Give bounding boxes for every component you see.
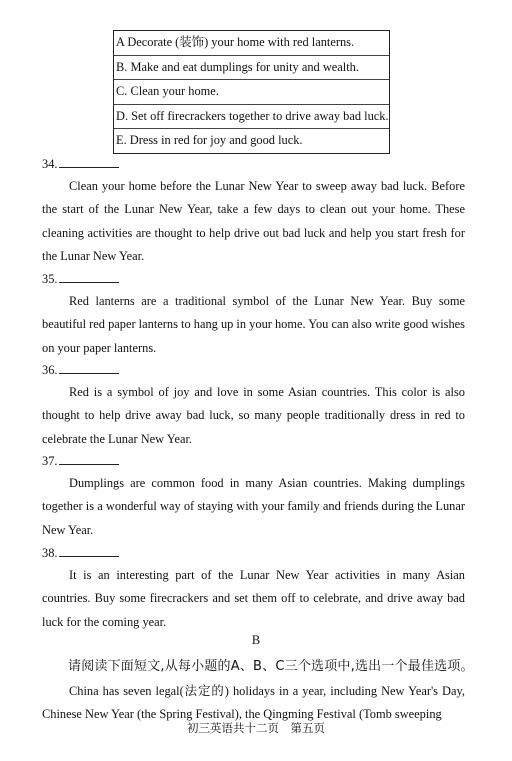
- question-34-line: [42, 156, 119, 172]
- answer-blank[interactable]: [59, 545, 119, 557]
- answer-blank[interactable]: [59, 362, 119, 374]
- reading-passage: China has seven legal(法定的) holidays in a year, including New Year's Day, Chinese New Year (the Spring Festival), the Qingming Festival (Tomb sweeping: [42, 684, 465, 722]
- option-a: A Decorate (装饰) your home with red lanterns.: [114, 31, 389, 56]
- section-letter: B: [251, 633, 261, 647]
- question-number: 37.: [42, 454, 58, 468]
- question-34-text: Clean your home before the Lunar New Year to sweep away bad luck. Before the start of the Lunar New Year, take a few days to clean out your home. These cleaning activities are thought to help drive out bad luck and help you start fresh for the Lunar New Year.: [42, 179, 465, 263]
- question-37-text: Dumplings are common food in many Asian countries. Making dumplings together is a wonderful way of staying with your family and friends during the Lunar New Year.: [42, 476, 465, 537]
- option-c: C. Clean your home.: [114, 80, 389, 105]
- question-number: 36.: [42, 363, 58, 377]
- question-number: 35.: [42, 272, 58, 286]
- answer-blank[interactable]: [59, 156, 119, 168]
- question-35-line: [42, 271, 119, 287]
- option-d: D. Set off firecrackers together to drive away bad luck.: [114, 105, 389, 130]
- question-number: 38.: [42, 546, 58, 560]
- question-38-text: It is an interesting part of the Lunar New Year activities in many Asian countries. Buy some firecrackers and set them off to celebrate, and drive away bad luck for the coming year.: [42, 568, 465, 629]
- option-b: B. Make and eat dumplings for unity and wealth.: [114, 56, 389, 81]
- question-36-text: Red is a symbol of joy and love in some Asian countries. This color is also thought to help drive away bad luck, so many people traditionally dress in red to celebrate the Lunar New Year.: [42, 385, 465, 446]
- answer-blank[interactable]: [59, 271, 119, 283]
- page-footer: 初三英语共十二页 第五页: [187, 721, 325, 735]
- section-instruction: 请阅读下面短文,从每小题的A、B、C三个选项中,选出一个最佳选项。: [68, 659, 474, 674]
- question-36-line: [42, 362, 119, 378]
- question-number: 34.: [42, 157, 58, 171]
- option-e: E. Dress in red for joy and good luck.: [116, 133, 303, 147]
- answer-blank[interactable]: [59, 453, 119, 465]
- question-38-line: [42, 545, 119, 561]
- options-box: [113, 30, 390, 154]
- question-37-line: [42, 453, 119, 469]
- question-35-text: Red lanterns are a traditional symbol of the Lunar New Year. Buy some beautiful red paper lanterns to hang up in your home. You can also write good wishes on your paper lanterns.: [42, 294, 465, 355]
